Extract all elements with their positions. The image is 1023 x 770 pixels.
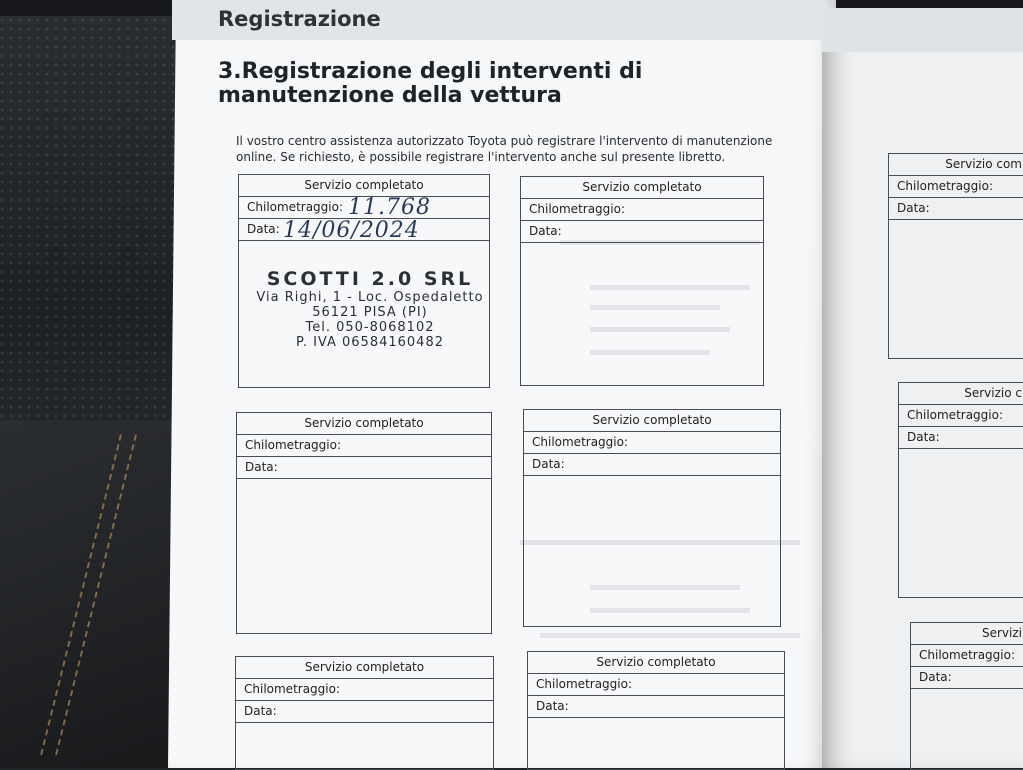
service-box-4: [523, 409, 781, 627]
dealer-stamp: [252, 268, 488, 350]
handwritten-date: 14/06/2024: [283, 218, 420, 243]
chapter-title: 3.Registrazione degli interventi di manutenzione della vettura: [218, 59, 643, 108]
stamp-phone: Tel. 050-8068102: [305, 320, 435, 335]
mileage-label: Chilometraggio:: [236, 679, 493, 701]
service-box-title: Servizio c: [899, 383, 1023, 405]
service-box-title: Servizio completato: [236, 657, 493, 679]
date-label: Data:: [911, 667, 1023, 689]
right-service-box-3: [910, 622, 1023, 770]
mileage-label: Chilometraggio:: [237, 435, 491, 457]
mileage-label: Chilometraggio:: [524, 432, 780, 454]
service-box-3: [236, 412, 492, 634]
intro-text: Il vostro centro assistenza autorizzato Toyota può registrare l'intervento di manutenzione online. Se richiesto, è possibile registrare l'intervento anche sul presente libretto.: [236, 134, 773, 164]
date-label: Data:: [528, 696, 784, 718]
stamp-city: 56121 PISA (PI): [312, 305, 428, 320]
section-header: Registrazione: [218, 7, 381, 31]
right-service-box-1: [888, 153, 1023, 359]
service-box-title: Servizio completato: [239, 175, 489, 197]
date-label: Data:: [236, 701, 493, 723]
header-band-right: [822, 8, 1023, 52]
date-label: Data:: [237, 457, 491, 479]
date-label: Data:: [524, 454, 780, 476]
service-box-title: Servizi: [911, 623, 1023, 645]
service-box-title: Servizio completato: [524, 410, 780, 432]
mileage-label: Chilometraggio:: [239, 197, 489, 219]
mileage-label: Chilometraggio:: [899, 405, 1023, 427]
show-through-line: [540, 633, 800, 638]
service-box-title: Servizio completato: [528, 652, 784, 674]
date-label: Data:: [889, 198, 1023, 220]
mileage-label: Chilometraggio:: [521, 199, 763, 221]
service-box-title: Servizio completato: [521, 177, 763, 199]
date-label: Data:: [239, 219, 489, 241]
handwritten-mileage: 11.768: [348, 195, 431, 220]
date-label: Data:: [521, 221, 763, 243]
mileage-label: Chilometraggio:: [889, 176, 1023, 198]
mileage-label: Chilometraggio:: [911, 645, 1023, 667]
right-service-box-2: [898, 382, 1023, 598]
date-label: Data:: [899, 427, 1023, 449]
stamp-vat: P. IVA 06584160482: [296, 335, 444, 350]
service-box-title: Servizio completato: [237, 413, 491, 435]
service-box-6: [527, 651, 785, 770]
stamp-name: SCOTTI 2.0 SRL: [266, 268, 474, 290]
service-box-5: [235, 656, 494, 770]
stamp-address: Via Righi, 1 - Loc. Ospedaletto: [256, 290, 484, 305]
service-box-title: Servizio com: [889, 154, 1023, 176]
service-box-2: [520, 176, 764, 386]
mileage-label: Chilometraggio:: [528, 674, 784, 696]
